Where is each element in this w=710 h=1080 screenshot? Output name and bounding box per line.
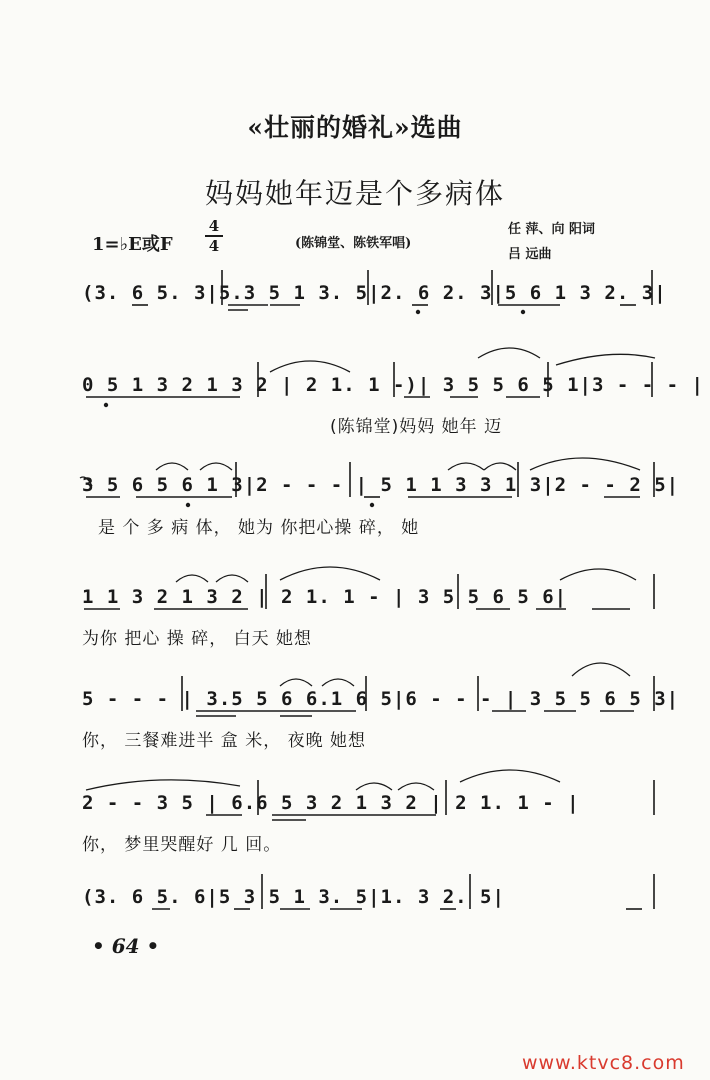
slur (200, 463, 232, 470)
lyrics-system-5: 你， 三餐难进半 盒 米， 夜晚 她想 (82, 731, 367, 751)
slur (560, 569, 636, 580)
slur (280, 567, 380, 580)
key-signature: 1=♭E或F (92, 234, 173, 255)
score-system-1: (3. 6 5. 3|5.3 5 1 3. 5|2. 6 2. 3|5 6 1 3 2. 3| (82, 282, 667, 304)
slur (478, 348, 540, 358)
lyricist-credit: 任 萍、向 阳词 (508, 222, 596, 237)
lyrics-system-2: (陈锦堂)妈妈 她年 迈 (330, 417, 503, 437)
score-system-6: 2 - - 3 5 | 6.6 5 3 2 1 3 2 | 2 1. 1 - | (82, 792, 580, 814)
slur (216, 575, 248, 582)
slur (156, 463, 188, 470)
slur (484, 463, 516, 470)
tie (270, 361, 350, 372)
score-system-7: (3. 6 5. 6|5 3 5 1 3. 5|1. 3 2. 5| (82, 886, 505, 908)
octave-dot (521, 310, 525, 314)
score-system-4: 1 1 3 2 1 3 2 | 2 1. 1 - | 3 5 5 6 5 6| (82, 586, 568, 608)
slur (572, 663, 630, 676)
site-watermark: www.ktvc8.com (522, 1052, 685, 1074)
song-title: 妈妈她年迈是个多病体 (204, 177, 505, 210)
lyrics-system-6: 你， 梦里哭醒好 几 回。 (82, 835, 282, 855)
slur (398, 783, 434, 790)
slur (280, 679, 312, 686)
score-system-5: 5 - - - | 3.5 5 6 6.1 6 5|6 - - - | 3 5 5 6 5 3| (82, 688, 680, 710)
slur (322, 679, 354, 686)
opera-title: «壮丽的婚礼»选曲 (247, 113, 463, 142)
slur (556, 354, 655, 365)
slur (448, 463, 484, 470)
composer-credit: 吕 远曲 (508, 247, 552, 262)
slur (86, 780, 240, 790)
octave-dot (370, 503, 374, 507)
slur (356, 783, 392, 790)
singers-credit: (陈锦堂、陈铁军唱) (295, 236, 412, 251)
lyrics-system-4: 为你 把心 操 碎， 白天 她想 (82, 629, 313, 649)
slur (80, 477, 92, 486)
slur (530, 458, 640, 470)
slur (460, 770, 560, 782)
lyrics-system-3: 是 个 多 病 体， 她为 你把心操 碎， 她 (98, 518, 420, 538)
time-signature-top: 4 (208, 217, 220, 235)
score-system-2: 0 5 1 3 2 1 3 2 | 2 1. 1 -)| 3 5 5 6 5 1|3 - - - | (82, 374, 704, 396)
octave-dot (416, 310, 420, 314)
page-number: • 64 • (92, 934, 160, 958)
octave-dot (186, 503, 190, 507)
slur (176, 575, 208, 582)
octave-dot (104, 403, 108, 407)
time-signature-bottom: 4 (208, 237, 220, 255)
score-system-3: 3 5 6 5 6 1 3|2 - - - | 5 1 1 3 3 1 3|2 - - 2 5| (82, 474, 680, 496)
